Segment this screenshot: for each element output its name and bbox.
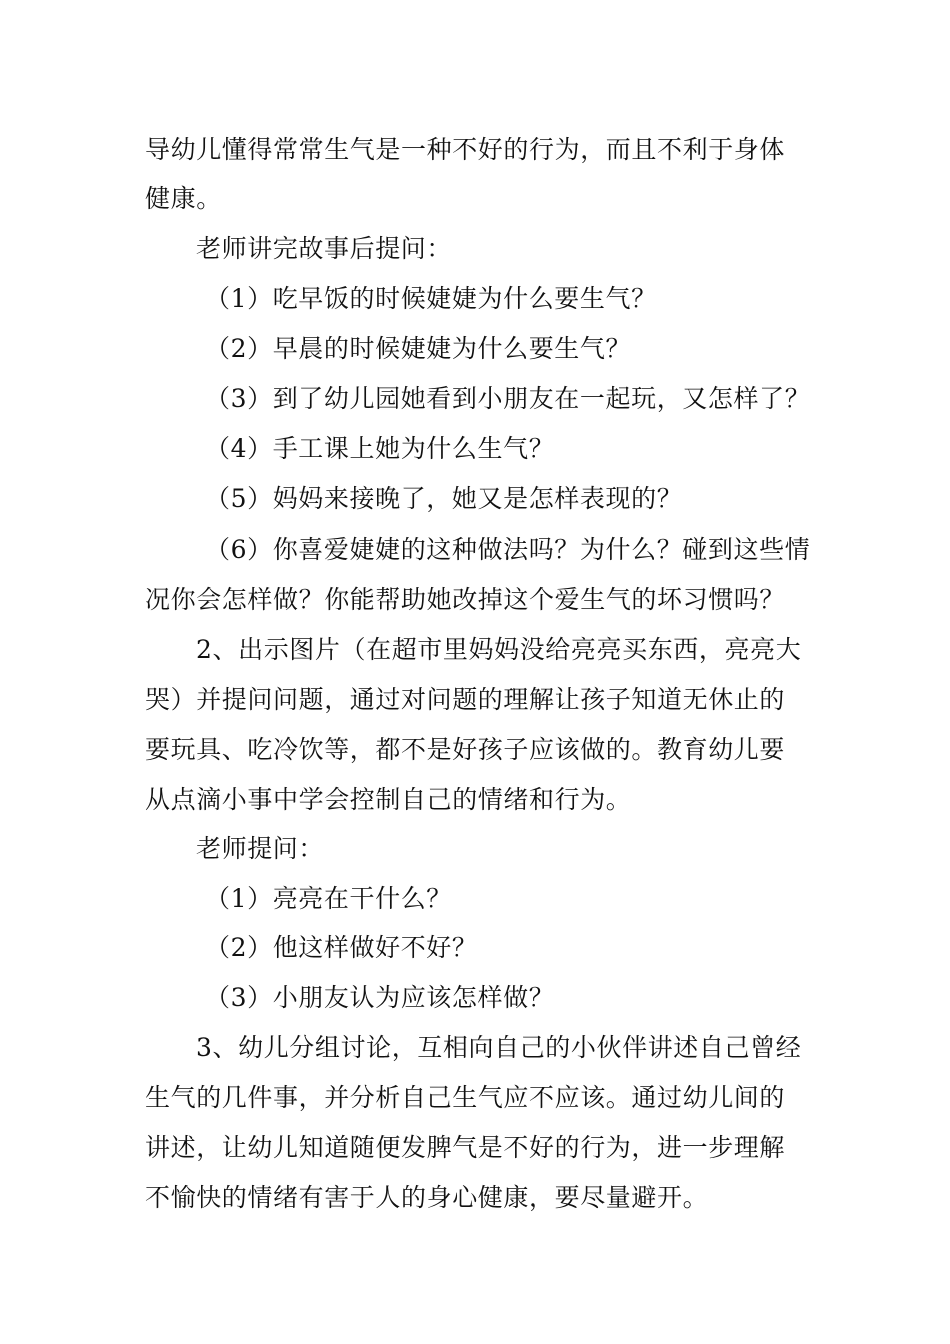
- text-line: （6）你喜爱婕婕的这种做法吗？为什么？碰到这些情: [205, 535, 811, 564]
- text-line: 老师讲完故事后提问：: [196, 234, 453, 263]
- text-line: （2）他这样做好不好？: [205, 933, 478, 962]
- text-line: 不愉快的情绪有害于人的身心健康，要尽量避开。: [145, 1183, 709, 1212]
- text-line: 哭）并提问问题，通过对问题的理解让孩子知道无休止的: [145, 685, 786, 714]
- text-line: （3）小朋友认为应该怎样做？: [205, 983, 555, 1012]
- text-line: 导幼儿懂得常常生气是一种不好的行为，而且不利于身体: [145, 135, 786, 164]
- text-line: （3）到了幼儿园她看到小朋友在一起玩，又怎样了？: [205, 384, 811, 413]
- text-line: 生气的几件事，并分析自己生气应不应该。通过幼儿间的: [145, 1083, 786, 1112]
- text-line: （1）亮亮在干什么？: [205, 884, 452, 913]
- text-line: 2、出示图片（在超市里妈妈没给亮亮买东西，亮亮大: [196, 635, 802, 664]
- text-line: 况你会怎样做？你能帮助她改掉这个爱生气的坏习惯吗？: [145, 585, 786, 614]
- text-line: 健康。: [145, 184, 222, 213]
- text-line: 3、幼儿分组讨论，互相向自己的小伙伴讲述自己曾经: [196, 1033, 802, 1062]
- text-line: （5）妈妈来接晚了，她又是怎样表现的？: [205, 484, 683, 513]
- text-line: （2）早晨的时候婕婕为什么要生气？: [205, 334, 632, 363]
- text-line: 讲述，让幼儿知道随便发脾气是不好的行为，进一步理解: [145, 1133, 786, 1162]
- text-line: 从点滴小事中学会控制自己的情绪和行为。: [145, 785, 632, 814]
- text-line: （1）吃早饭的时候婕婕为什么要生气？: [205, 284, 657, 313]
- text-line: 老师提问：: [196, 834, 325, 863]
- text-line: 要玩具、吃冷饮等，都不是好孩子应该做的。教育幼儿要: [145, 735, 786, 764]
- text-line: （4）手工课上她为什么生气？: [205, 434, 555, 463]
